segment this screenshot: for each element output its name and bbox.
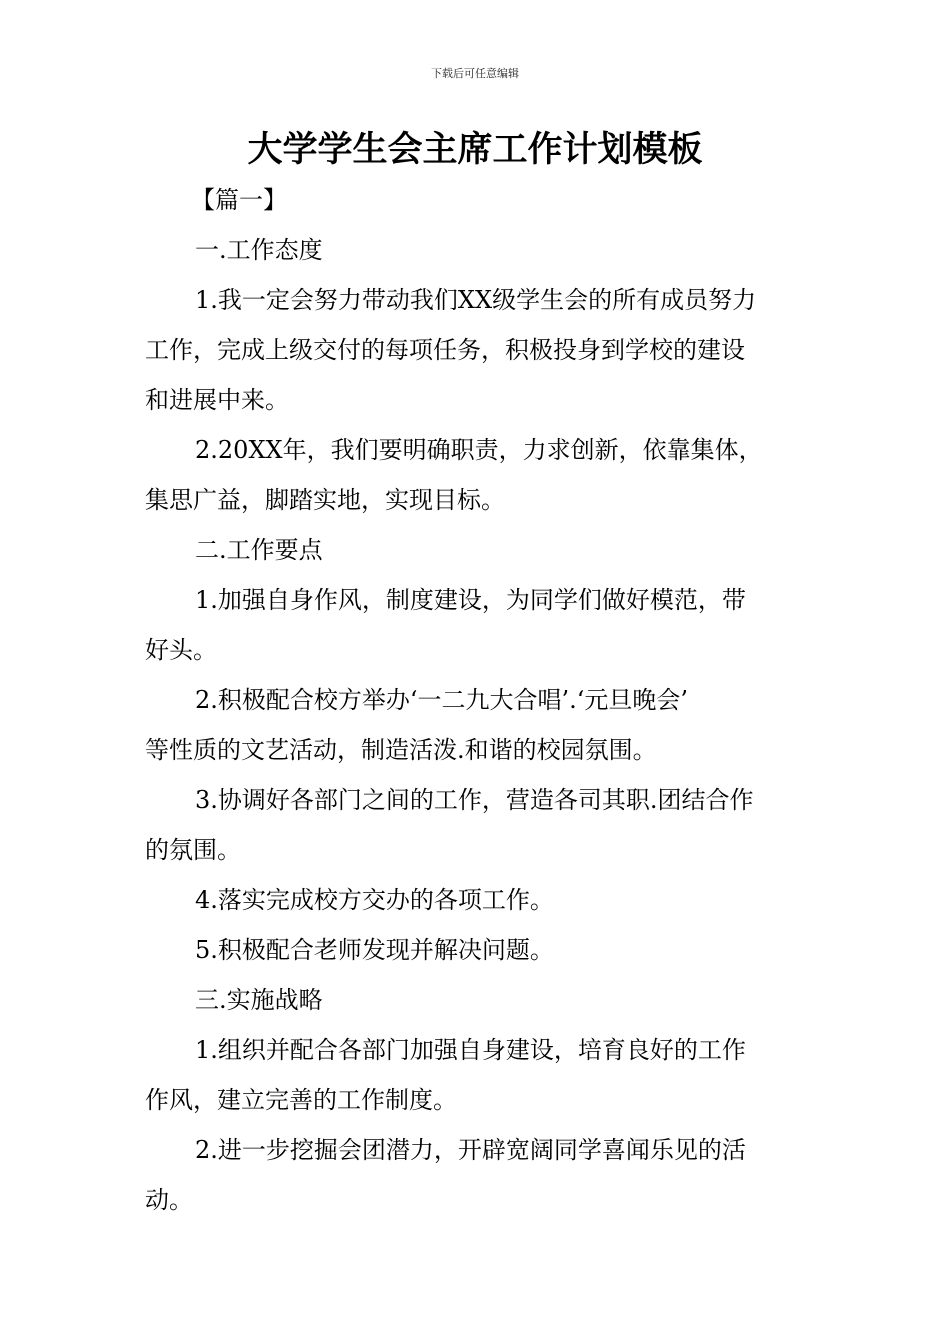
section-heading: 三.实施战略 (195, 986, 323, 1014)
paragraph-line: 集思广益，脚踏实地，实现目标。 (145, 486, 505, 514)
paragraph-line: 作风，建立完善的工作制度。 (145, 1086, 457, 1114)
paragraph-line: 等性质的文艺活动，制造活泼.和谐的校园氛围。 (145, 736, 657, 764)
paragraph-line: 1.我一定会努力带动我们XX级学生会的所有成员努力 (195, 286, 757, 314)
paragraph-line: 1.组织并配合各部门加强自身建设，培育良好的工作 (195, 1036, 746, 1064)
section-heading: 二.工作要点 (195, 536, 323, 564)
paragraph-line: 和进展中来。 (145, 386, 289, 414)
paragraph-line: 动。 (145, 1186, 193, 1214)
paragraph-line: 好头。 (145, 636, 217, 664)
paragraph-line: 的氛围。 (145, 836, 241, 864)
section-heading: 一.工作态度 (195, 236, 323, 264)
header-note: 下载后可任意编辑 (431, 67, 519, 80)
paragraph-line: 2.积极配合校方举办‘一二九大合唱’.‘元旦晚会’ (195, 686, 689, 714)
section-tag: 【篇一】 (191, 186, 287, 214)
paragraph-line: 工作，完成上级交付的每项任务，积极投身到学校的建设 (145, 336, 745, 364)
paragraph-line: 1.加强自身作风，制度建设，为同学们做好模范，带 (195, 586, 746, 614)
paragraph-line: 5.积极配合老师发现并解决问题。 (195, 936, 554, 964)
paragraph-line: 2.进一步挖掘会团潜力，开辟宽阔同学喜闻乐见的活 (195, 1136, 746, 1164)
document-title: 大学学生会主席工作计划模板 (247, 130, 703, 170)
paragraph-line: 4.落实完成校方交办的各项工作。 (195, 886, 554, 914)
document-body (145, 175, 807, 1225)
paragraph-line: 3.协调好各部门之间的工作，营造各司其职.团结合作 (195, 786, 754, 814)
paragraph-line: 2.20XX年，我们要明确职责，力求创新，依靠集体， (195, 436, 763, 464)
